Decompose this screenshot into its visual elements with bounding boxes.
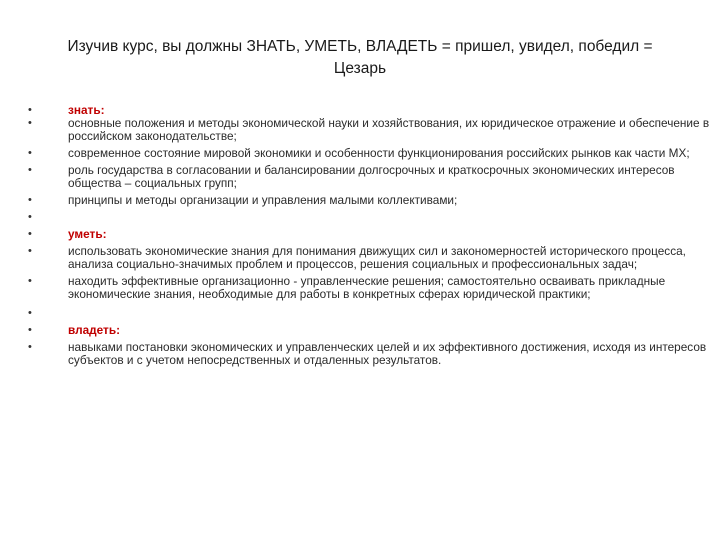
list-item-master-heading: [24, 324, 714, 337]
list-item-empty: [24, 307, 714, 320]
list-item-text: современное состояние мировой экономики и особенности функционирования российских рынков как части МХ;: [68, 146, 690, 160]
list-item: [24, 117, 714, 143]
list-item-text: роль государства в согласовании и балансировании долгосрочных и краткосрочных экономических интересов общества – социальных групп;: [68, 163, 675, 190]
bullet-icon: •: [28, 117, 32, 129]
bullet-icon: •: [28, 147, 32, 159]
bullet-icon: •: [28, 104, 32, 116]
bullet-icon: •: [28, 275, 32, 287]
list-item-text: находить эффективные организационно - управленческие решения; самостоятельно осваивать прикладные экономические знания, необходимые для работы в конкретных сферах юридической практики;: [68, 274, 666, 301]
slide-title: Изучив курс, вы должны ЗНАТЬ, УМЕТЬ, ВЛАДЕТЬ = пришел, увидел, победил = Цезарь: [67, 38, 653, 77]
list-item: [24, 147, 714, 160]
list-item: [24, 275, 714, 301]
list-item-can-heading: [24, 228, 714, 241]
section-heading: владеть:: [68, 323, 121, 337]
list-item: [24, 341, 714, 367]
list-item-text: навыками постановки экономических и управленческих целей и их эффективного достижения, исходя из интересов субъектов и с учетом непосредственных и отдаленных результатов.: [68, 340, 707, 367]
bullet-icon: •: [28, 324, 32, 336]
bullet-icon: •: [28, 341, 32, 353]
bullet-icon: •: [28, 245, 32, 257]
bullet-icon: •: [28, 307, 32, 319]
list-item: [24, 194, 714, 207]
list-item-empty: [24, 211, 714, 224]
bullet-icon: •: [28, 228, 32, 240]
list-item-text: принципы и методы организации и управления малыми коллективами;: [68, 193, 458, 207]
bullet-icon: •: [28, 194, 32, 206]
list-item: [24, 164, 714, 190]
list-item-text: использовать экономические знания для понимания движущих сил и закономерностей исторического процесса, анализа социально-значимых проблем и процессов, решения социальных и профессиональных задач;: [68, 244, 686, 271]
list-item: [24, 245, 714, 271]
section-heading: уметь:: [68, 227, 107, 241]
bullet-icon: •: [28, 164, 32, 176]
list-item-text: основные положения и методы экономической науки и хозяйствования, их юридическое отражение и обеспечение в российском законодательстве;: [68, 116, 710, 143]
section-heading: знать:: [68, 103, 105, 117]
bullet-icon: •: [28, 211, 32, 223]
bullet-list: [24, 104, 714, 367]
